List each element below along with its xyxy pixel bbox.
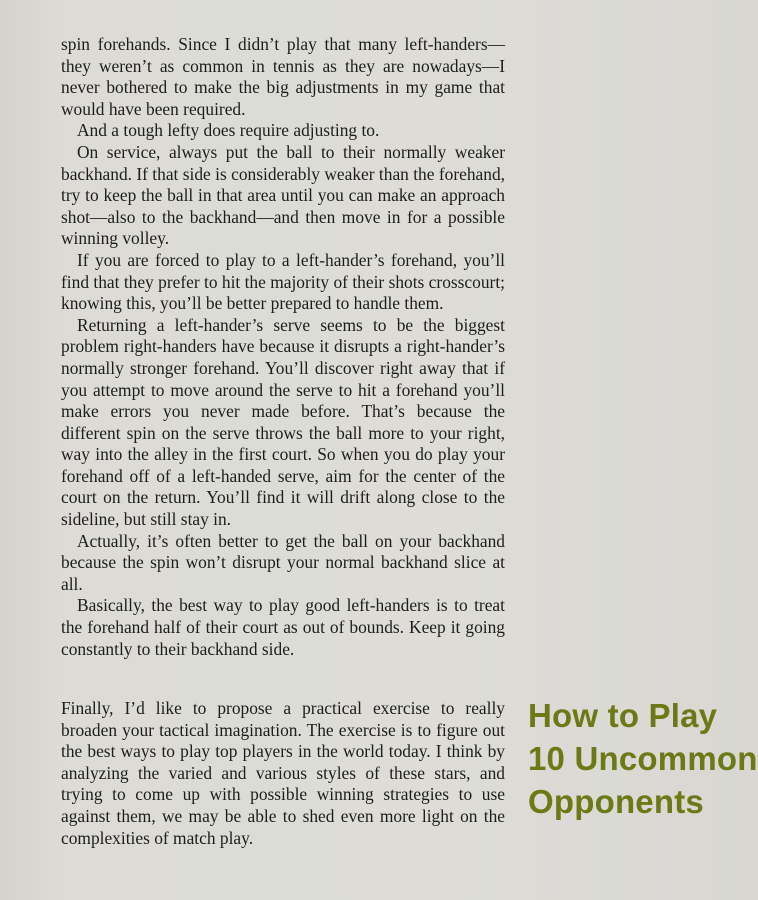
chapter-heading-line: 10 Uncommon — [528, 740, 758, 777]
chapter-heading — [528, 694, 756, 823]
chapter-heading-line: How to Play — [528, 697, 718, 734]
paragraph: Actually, it’s often better to get the ball on your backhand because the spin won’t disrupt your normal backhand slice at all. — [61, 530, 505, 594]
paragraph: And a tough lefty does require adjusting to. — [77, 120, 380, 141]
paragraph-continued: spin forehands. Since I didn’t play that many left-handers—they weren’t as common in tennis as they are nowadays—I never bothered to make the big adjustments in my game that would have been required. — [61, 34, 505, 119]
closing-paragraph — [61, 698, 505, 849]
paragraph: If you are forced to play to a left-hander’s forehand, you’ll find that they prefer to hit the majority of their shots crosscourt; knowing this, you’ll be better prepared to handle them. — [61, 249, 505, 314]
main-body-text — [61, 34, 505, 660]
paragraph: Basically, the best way to play good left-handers is to treat the forehand half of their court as out of bounds. Keep it going constantly to their backhand side. — [61, 595, 505, 659]
paragraph: On service, always put the ball to their normally weaker backhand. If that side is considerably weaker than the forehand, try to keep the ball in that area until you can make an approach shot—also to the backhand—and then move in for a possible winning volley. — [61, 141, 505, 249]
paragraph: Returning a left-hander’s serve seems to be the biggest problem right-handers have because it disrupts a right-hander’s normally stronger forehand. You’ll discover right away that if you attempt to move around the serve to hit a forehand you’ll make errors you never made before. That’s because the different spin on the serve throws the ball more to your right, way into the alley in the first court. So when you do play your forehand off of a left-handed serve, aim for the center of the court on the return. You’ll find it will drift along close to the sideline, but still stay in. — [61, 314, 505, 530]
chapter-heading-line: Opponents — [528, 783, 704, 820]
paragraph: Finally, I’d like to propose a practical exercise to really broaden your tactical imagination. The exercise is to figure out the best ways to play top players in the world today. I think by analyzing the varied and various styles of these stars, and trying to come up with possible winning strategies to use against them, we may be able to shed even more light on the complexities of match play. — [61, 698, 505, 848]
